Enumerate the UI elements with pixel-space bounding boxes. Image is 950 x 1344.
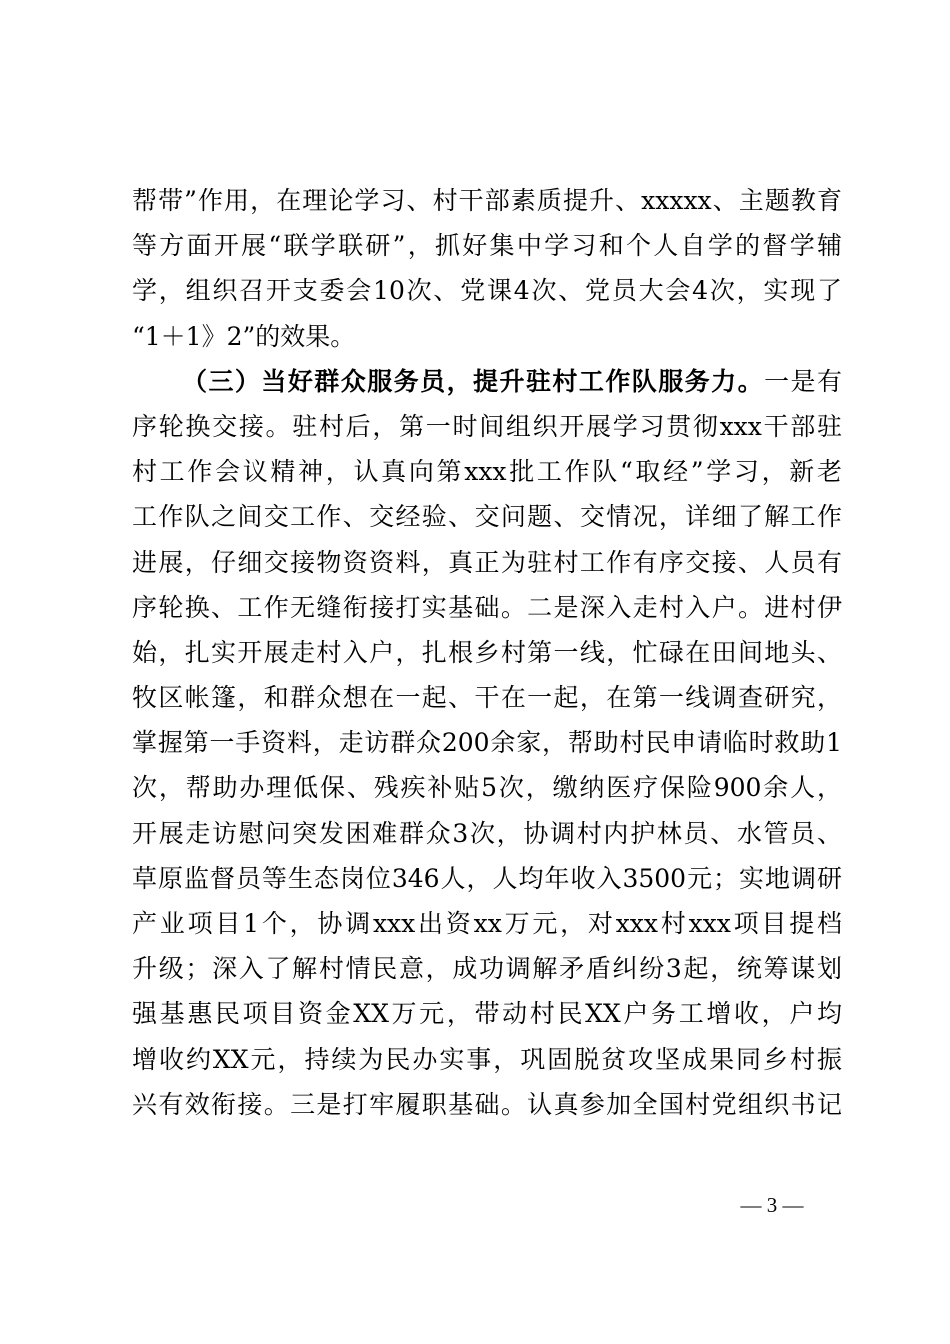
text-fragment: 一是有 (764, 366, 842, 396)
text-line: 序轮换、工作无缝衔接打实基础。二是深入走村入户。进村伊 (132, 592, 842, 622)
text-line: 产业项目1个，协调xxx出资xx万元，对xxx村xxx项目提档 (132, 909, 842, 938)
section-heading: （三）当好群众服务员，提升驻村工作队服务力。 (182, 366, 765, 396)
text-line: 村工作会议精神，认真向第xxx批工作队“取经”学习，新老 (132, 457, 842, 487)
text-line: 开展走访慰问突发困难群众3次，协调村内护林员、水管员、 (132, 818, 842, 848)
text-line: 次，帮助办理低保、残疾补贴5次，缴纳医疗保险900余人， (132, 773, 842, 803)
text-line: 工作队之间交工作、交经验、交问题、交情况，详细了解工作 (132, 502, 842, 532)
text-line: 序轮换交接。驻村后，第一时间组织开展学习贯彻xxx干部驻 (132, 411, 842, 441)
text-line: 学，组织召开支委会10次、党课4次、党员大会4次，实现了 (132, 276, 842, 306)
body-text (132, 178, 842, 1127)
text-line: 帮带”作用，在理论学习、村干部素质提升、xxxxx、主题教育 (132, 186, 842, 215)
text-line: 牧区帐篷，和群众想在一起、干在一起，在第一线调查研究， (132, 683, 842, 713)
text-line: “1＋1》2”的效果。 (132, 321, 356, 351)
text-line: 进展，仔细交接物资资料，真正为驻村工作有序交接、人员有 (132, 547, 842, 577)
text-line: 兴有效衔接。三是打牢履职基础。认真参加全国村党组织书记 (132, 1089, 842, 1119)
text-line: 强基惠民项目资金XX万元，带动村民XX户务工增收，户均 (132, 999, 842, 1029)
text-line: 增收约XX元，持续为民办实事，巩固脱贫攻坚成果同乡村振 (132, 1044, 842, 1074)
text-line: 草原监督员等生态岗位346人，人均年收入3500元；实地调研 (132, 863, 842, 893)
page-number: — 3 — (740, 1193, 804, 1217)
text-line: 始，扎实开展走村入户，扎根乡村第一线，忙碌在田间地头、 (132, 637, 842, 667)
text-line: 等方面开展“联学联研”，抓好集中学习和个人自学的督学辅 (132, 231, 842, 261)
text-line: 升级；深入了解村情民意，成功调解矛盾纠纷3起，统筹谋划 (132, 954, 842, 984)
section-heading-line (132, 359, 842, 404)
text-line: 掌握第一手资料，走访群众200余家，帮助村民申请临时救助1 (132, 728, 842, 758)
